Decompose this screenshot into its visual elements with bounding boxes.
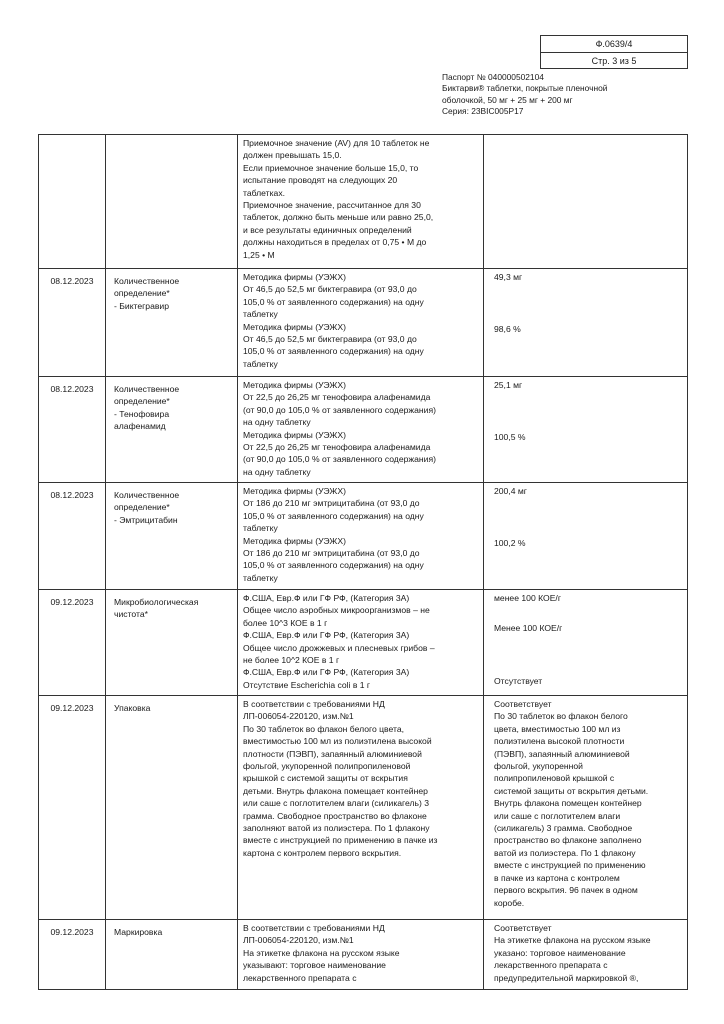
table-row xyxy=(39,696,688,920)
result-cell xyxy=(484,135,688,269)
method-cell: Методика фирмы (УЭЖХ) От 22,5 до 26,25 мг тенофовира алафенамида (от 90,0 до 105,0 % от заявленного содержания) на одну таблетку Методика фирмы (УЭЖХ) От 22,5 до 26,25 мг тенофовира алафенамида (от 90,0 до 105,0 % от заявленного содержания) на одну таблетку xyxy=(238,377,484,483)
date-cell: 08.12.2023 xyxy=(39,483,106,590)
test-name-cell: Упаковка xyxy=(106,696,238,920)
method-cell: В соответствии с требованиями НД ЛП-006054-220120, изм.№1 На этикетке флакона на русском языке указывают: торговое наименование лекарственного препарата с xyxy=(238,920,484,990)
method-cell: Ф.США, Евр.Ф или ГФ РФ, (Категория 3А) Общее число аэробных микроорганизмов – не более 10^3 КОЕ в 1 г Ф.США, Евр.Ф или ГФ РФ, (Категория 3А) Общее число дрожжевых и плесневых грибов – не более 10^2 КОЕ в 1 г Ф.США, Евр.Ф или ГФ РФ, (Категория 3А) Отсутствие Escherichia coli в 1 г xyxy=(238,590,484,696)
method-cell: Методика фирмы (УЭЖХ) От 46,5 до 52,5 мг биктегравира (от 93,0 до 105,0 % от заявленного содержания) на одну таблетку Методика фирмы (УЭЖХ) От 46,5 до 52,5 мг биктегравира (от 93,0 до 105,0 % от заявленного содержания) на одну таблетку xyxy=(238,269,484,377)
form-code-box xyxy=(540,35,688,69)
test-name-cell: Микробиологическая чистота* xyxy=(106,590,238,696)
page-number: Стр. 3 из 5 xyxy=(541,52,687,69)
table-row xyxy=(39,483,688,590)
method-cell: Методика фирмы (УЭЖХ) От 186 до 210 мг эмтрицитабина (от 93,0 до 105,0 % от заявленного содержания) на одну таблетку Методика фирмы (УЭЖХ) От 186 до 210 мг эмтрицитабина (от 93,0 до 105,0 % от заявленного содержания) на одну таблетку xyxy=(238,483,484,590)
table-row xyxy=(39,377,688,483)
date-cell: 08.12.2023 xyxy=(39,269,106,377)
table-row xyxy=(39,135,688,269)
result-cell: менее 100 КОЕ/г Менее 100 КОЕ/г Отсутствует xyxy=(484,590,688,696)
passport-header xyxy=(442,72,642,117)
result-cell: Соответствует На этикетке флакона на русском языке указано: торговое наименование лекарственного препарата с предупредительной маркировкой ®, xyxy=(484,920,688,990)
result-cell: Соответствует По 30 таблеток во флакон белого цвета, вместимостью 100 мл из полиэтилена высокой плотности (ПЭВП), запаянный алюминиевой фольгой, укупоренной полипропиленовой крышкой с системой защиты от вскрытия детьми. Внутрь флакона помещен контейнер или саше с поглотителем влаги (силикагель) 3 грамма. Свободное пространство во флаконе заполнено ватой из полиэстера. По 1 флакону вместе с инструкцией по применению в пачке из картона с контролем первого вскрытия. 96 пачек в одном коробе. xyxy=(484,696,688,920)
table-row xyxy=(39,269,688,377)
test-results-table xyxy=(38,134,688,990)
result-cell: 200,4 мг 100,2 % xyxy=(484,483,688,590)
result-cell: 25,1 мг 100,5 % xyxy=(484,377,688,483)
date-cell: 09.12.2023 xyxy=(39,920,106,990)
product-name-line-2: оболочкой, 50 мг + 25 мг + 200 мг xyxy=(442,94,573,105)
date-cell: 08.12.2023 xyxy=(39,377,106,483)
result-cell: 49,3 мг 98,6 % xyxy=(484,269,688,377)
product-name-line-1: Биктарви® таблетки, покрытые пленочной xyxy=(442,83,608,94)
date-cell: 09.12.2023 xyxy=(39,590,106,696)
test-name-cell: Количественное определение* - Тенофовира алафенамид xyxy=(106,377,238,483)
test-name-cell: Количественное определение* - Эмтрицитабин xyxy=(106,483,238,590)
method-cell: В соответствии с требованиями НД ЛП-006054-220120, изм.№1 По 30 таблеток во флакон белого цвета, вместимостью 100 мл из полиэтилена высокой плотности (ПЭВП), запаянный алюминиевой фольгой, укупоренной полипропиленовой крышкой с системой защиты от вскрытия детьми. Внутрь флакона помещает контейнер или саше с поглотителем влаги (силикагель) 3 грамма. Свободное пространство во флаконе заполняют ватой из полиэстера. По 1 флакону вместе с инструкцией по применению в пачке из картона с контролем первого вскрытия. xyxy=(238,696,484,920)
table-row xyxy=(39,920,688,990)
test-name-cell: Маркировка xyxy=(106,920,238,990)
test-name-cell: Количественное определение* - Биктегравир xyxy=(106,269,238,377)
method-cell: Приемочное значение (AV) для 10 таблеток не должен превышать 15,0. Если приемочное значение больше 15,0, то испытание проводят на следующих 20 таблетках. Приемочное значение, рассчитанное для 30 таблеток, должно быть меньше или равно 25,0, и все результаты единичных определений должны находиться в пределах от 0,75 • М до 1,25 • М xyxy=(238,135,484,269)
form-code: Ф.0639/4 xyxy=(595,39,633,49)
test-name-cell xyxy=(106,135,238,269)
date-cell xyxy=(39,135,106,269)
date-cell: 09.12.2023 xyxy=(39,696,106,920)
table-row xyxy=(39,590,688,696)
passport-number: Паспорт № 040000502104 xyxy=(442,72,544,82)
batch-number: Серия: 23BIC005P17 xyxy=(442,105,524,116)
